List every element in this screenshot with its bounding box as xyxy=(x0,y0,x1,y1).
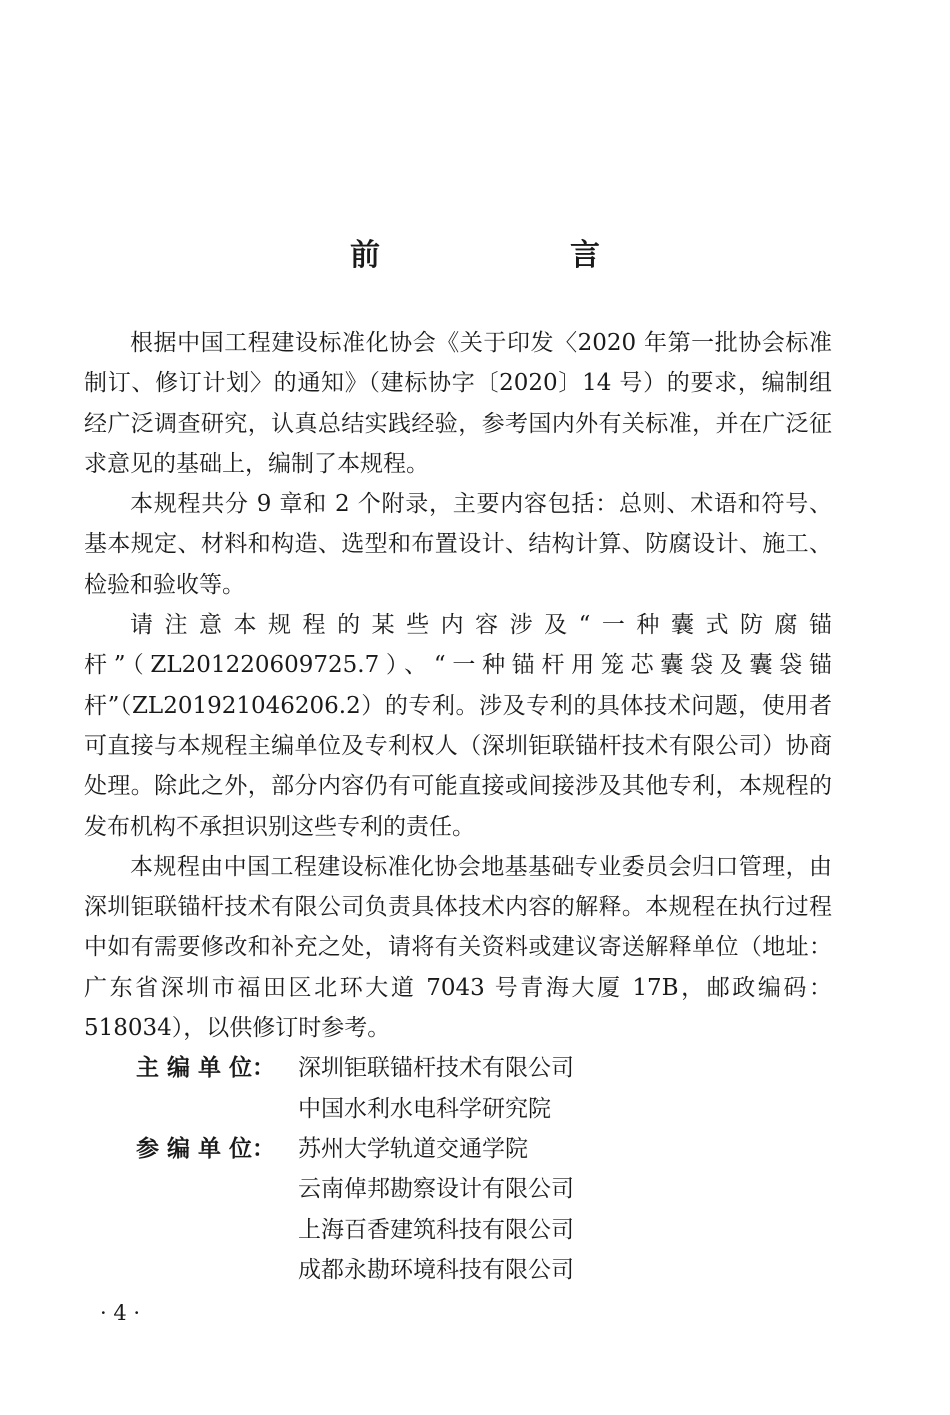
org-name: 中国水利水电科学研究院 xyxy=(298,1095,551,1122)
participating-label: 参 编 单 位： xyxy=(136,1135,276,1162)
paragraph-contents: 本规程共分 9 章和 2 个附录，主要内容包括：总则、术语和符号、基本规定、材料和构造、选型和布置设计、结构计算、防腐设计、施工、检验和验收等。 xyxy=(84,491,832,598)
org-name: 上海百香建筑科技有限公司 xyxy=(298,1216,574,1243)
org-name: 深圳钜联锚杆技术有限公司 xyxy=(298,1055,574,1082)
credits xyxy=(84,1048,832,1290)
document-body xyxy=(84,323,832,1290)
chief-editor-row xyxy=(84,1048,832,1129)
participating-row xyxy=(84,1129,832,1290)
page-title: 前 言 xyxy=(350,238,680,274)
chief-editor-orgs xyxy=(298,1048,574,1129)
paragraph-management: 本规程由中国工程建设标准化协会地基基础专业委员会归口管理，由深圳钜联锚杆技术有限公司负责具体技术内容的解释。本规程在执行过程中如有需要修改和补充之处，请将有关资料或建议寄送解释单位（地址：广东省深圳市福田区北环大道 7043 号青海大厦 17B，邮政编码：518034），以供修订时参考。 xyxy=(84,853,832,1042)
participating-orgs xyxy=(298,1129,574,1290)
paragraph-patent-notice: 请注意本规程的某些内容涉及“一种囊式防腐锚杆”（ZL201220609725.7）、“一种锚杆用笼芯囊袋及囊袋锚杆”（ZL201921046206.2）的专利。涉及专利的具体技术问题，使用者可直接与本规程主编单位及专利权人（深圳钜联锚杆技术有限公司）协商处理。除此之外，部分内容仍有可能直接或间接涉及其他专利，本规程的发布机构不承担识别这些专利的责任。 xyxy=(84,612,832,840)
chief-editor-label: 主 编 单 位： xyxy=(136,1055,276,1082)
org-name: 成都永勘环境科技有限公司 xyxy=(298,1256,574,1283)
paragraph-basis: 根据中国工程建设标准化协会《关于印发〈2020 年第一批协会标准制订、修订计划〉的通知》（建标协字〔2020〕14 号）的要求，编制组经广泛调查研究，认真总结实践经验，参考国内外有关标准，并在广泛征求意见的基础上，编制了本规程。 xyxy=(84,330,832,477)
org-name: 苏州大学轨道交通学院 xyxy=(298,1135,528,1162)
org-name: 云南倬邦勘察设计有限公司 xyxy=(298,1176,574,1203)
page-number: · 4 · xyxy=(100,1301,141,1325)
